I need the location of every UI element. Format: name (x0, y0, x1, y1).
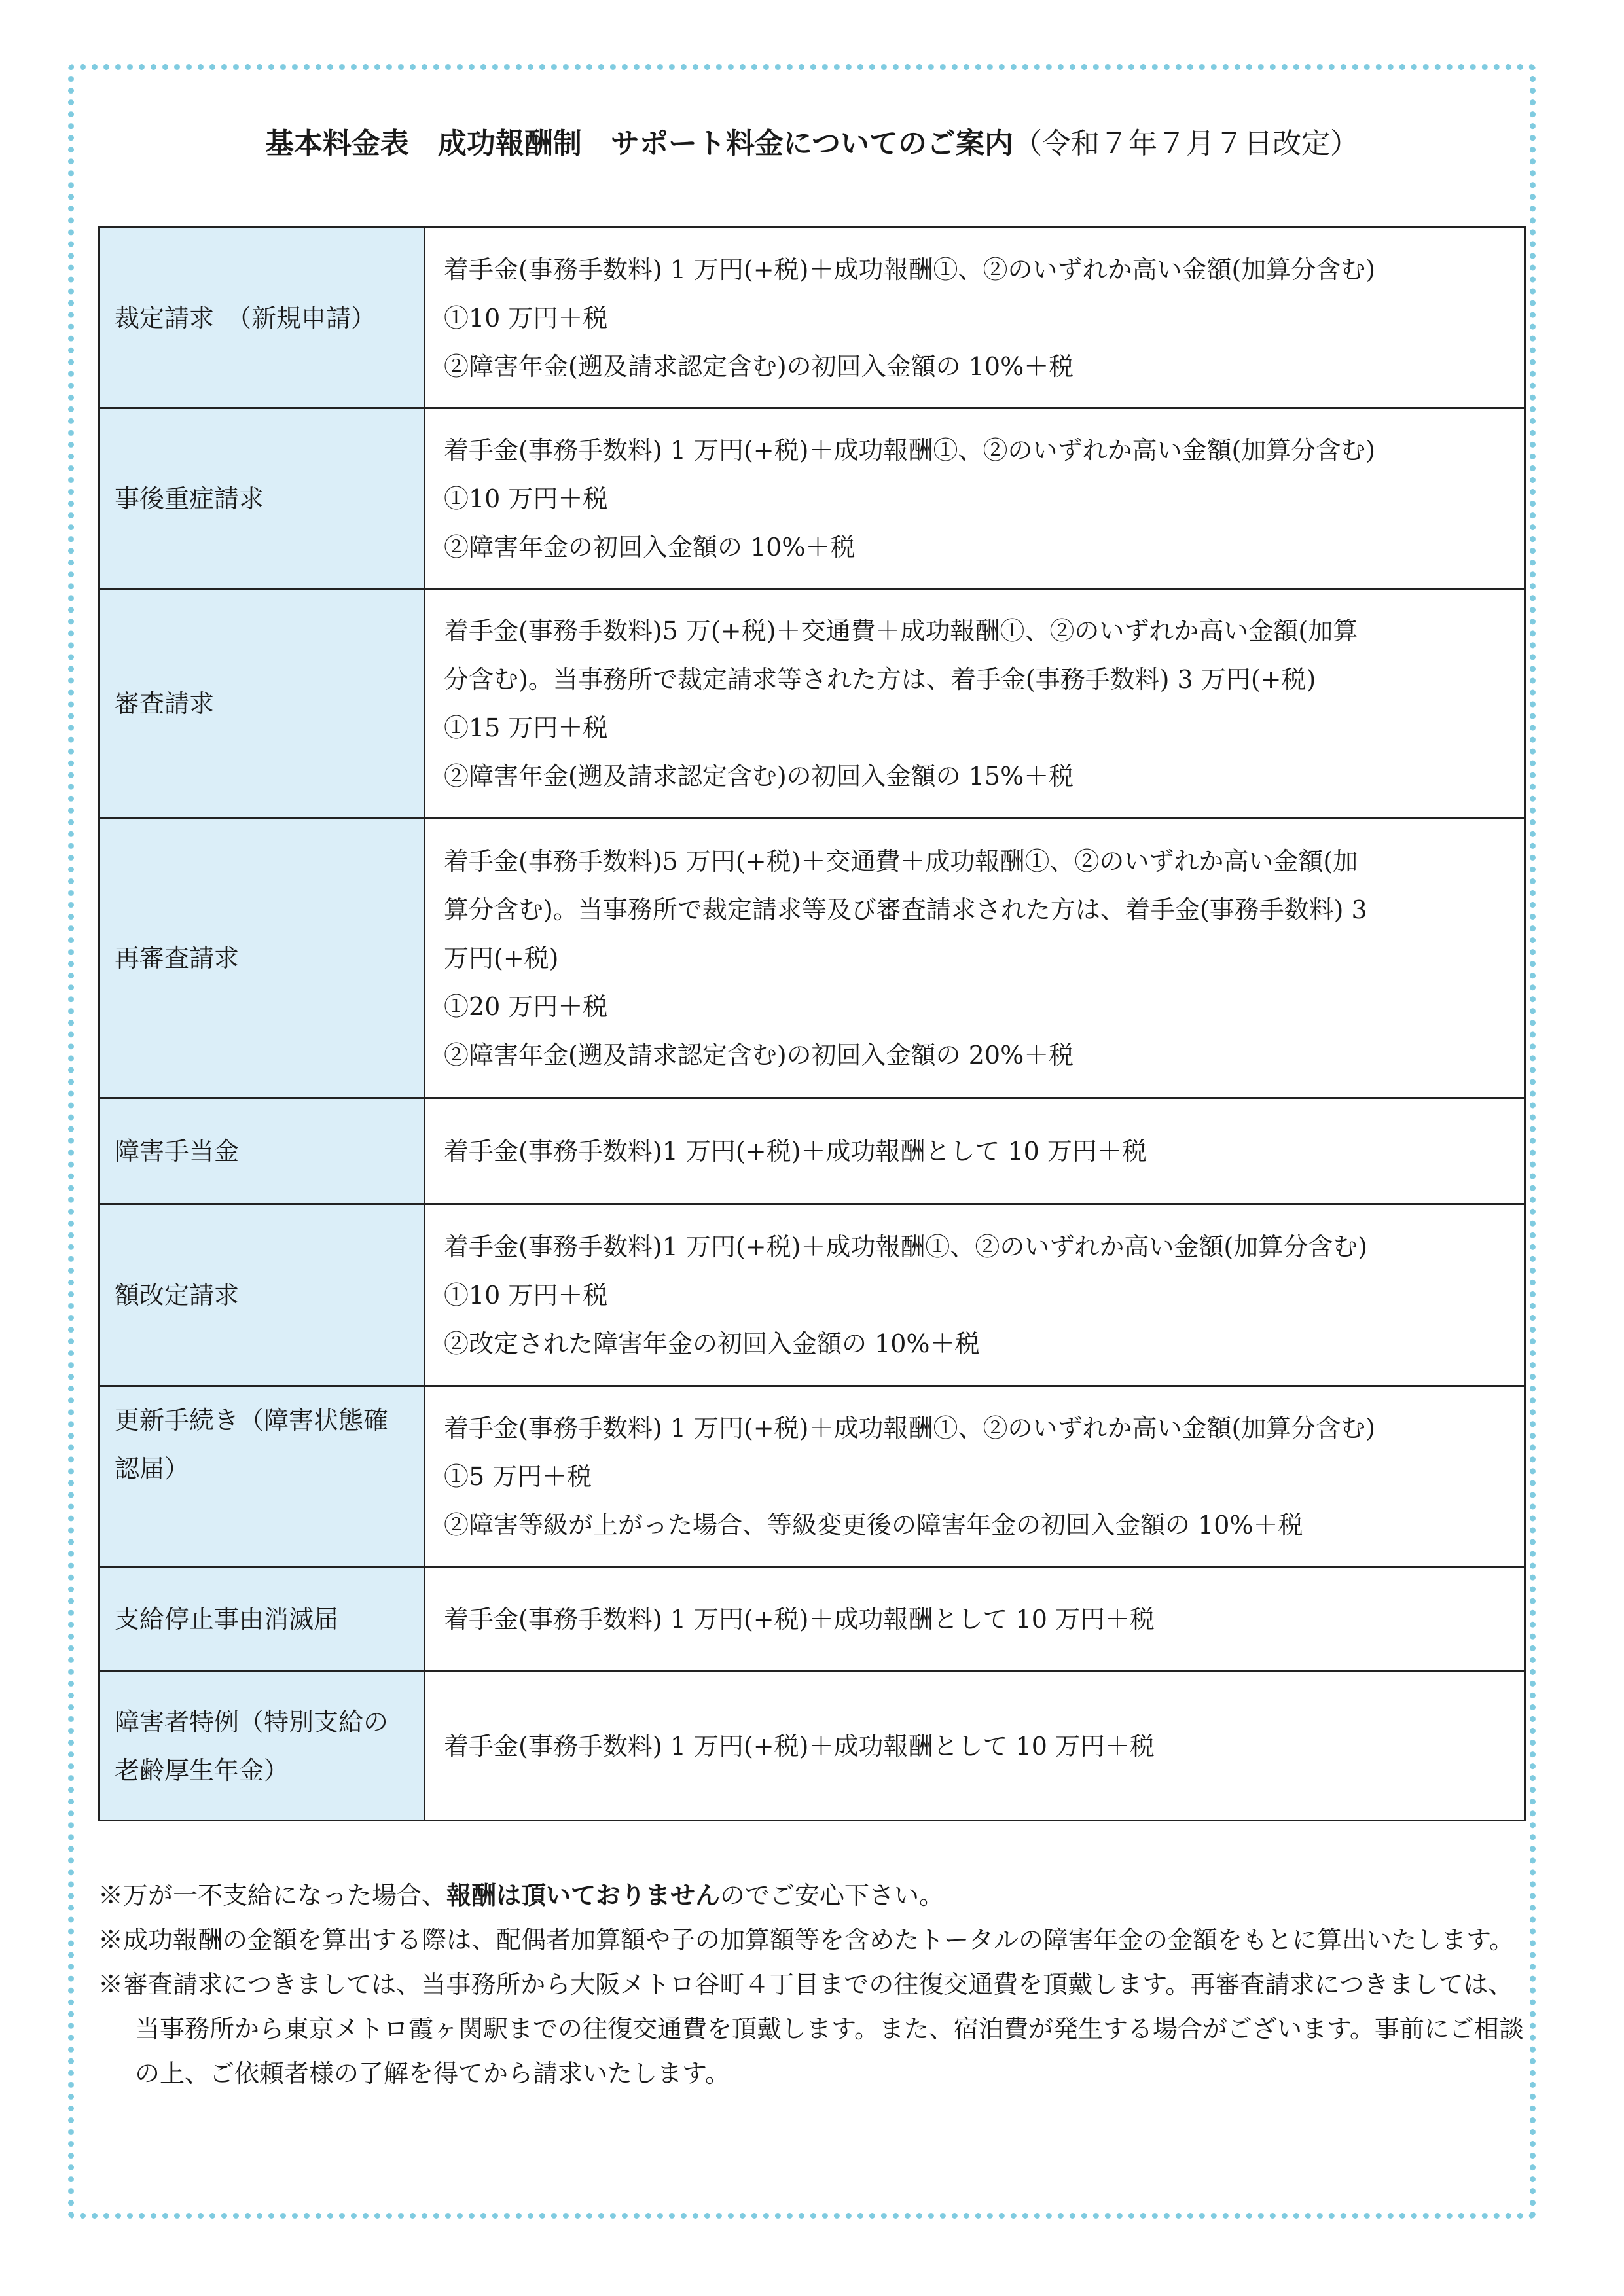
description-line: ①10 万円＋税 (444, 484, 608, 513)
page-title (79, 124, 1545, 164)
row-label: 障害手当金 (99, 1098, 425, 1204)
table-row (99, 589, 1525, 818)
table-row (99, 1204, 1525, 1386)
note-text: ※万が一不支給になった場合、 (98, 1881, 447, 1910)
description-line: ②障害年金(遡及請求認定含む)の初回入金額の 20%＋税 (444, 1040, 1074, 1069)
row-description (425, 1386, 1525, 1567)
row-description (425, 228, 1525, 408)
title-revision-date: （令和７年７月７日改定） (1013, 127, 1360, 160)
row-description (425, 1098, 1525, 1204)
table-row (99, 818, 1525, 1098)
description-line: ②改定された障害年金の初回入金額の 10%＋税 (444, 1329, 980, 1358)
description-line: 着手金(事務手数料) 1 万円(+税)＋成功報酬として 10 万円＋税 (444, 1604, 1155, 1634)
table-row (99, 1672, 1525, 1821)
table-row (99, 1386, 1525, 1567)
description-line: 着手金(事務手数料)1 万円(+税)＋成功報酬①、②のいずれか高い金額(加算分含む) (444, 1232, 1368, 1261)
table-row (99, 1098, 1525, 1204)
description-line: 着手金(事務手数料) 1 万円(+税)＋成功報酬として 10 万円＋税 (444, 1731, 1155, 1761)
row-label: 障害者特例（特別支給の老齢厚生年金） (99, 1672, 425, 1821)
note-travel-expenses: ※審査請求につきましては、当事務所から大阪メトロ谷町４丁目までの往復交通費を頂戴します。再審査請求につきましては、当事務所から東京メトロ霞ヶ関駅までの往復交通費を頂戴します。また、宿泊費が発生する場合がございます。事前にご相談の上、ご依頼者様の了解を得てから請求いたします。 (98, 1970, 1524, 2088)
note-calculation: ※成功報酬の金額を算出する際は、配偶者加算額や子の加算額等を含めたトータルの障害年金の金額をもとに算出いたします。 (98, 1926, 1514, 1954)
table-row (99, 408, 1525, 589)
description-line: ②障害等級が上がった場合、等級変更後の障害年金の初回入金額の 10%＋税 (444, 1510, 1303, 1539)
description-line: ②障害年金(遡及請求認定含む)の初回入金額の 10%＋税 (444, 351, 1074, 381)
description-line: 着手金(事務手数料)5 万(+税)＋交通費＋成功報酬①、②のいずれか高い金額(加算 (444, 616, 1358, 645)
title-main: 基本料金表 成功報酬制 サポート料金についてのご案内 (264, 127, 1014, 160)
row-description (425, 1204, 1525, 1386)
row-description (425, 589, 1525, 818)
description-line: ①10 万円＋税 (444, 303, 608, 332)
row-label: 再審査請求 (99, 818, 425, 1098)
notes-section (98, 1873, 1526, 2096)
row-label: 支給停止事由消滅届 (99, 1567, 425, 1672)
description-line: 着手金(事務手数料)1 万円(+税)＋成功報酬として 10 万円＋税 (444, 1136, 1147, 1166)
row-label: 審査請求 (99, 589, 425, 818)
row-label: 額改定請求 (99, 1204, 425, 1386)
table-row (99, 228, 1525, 408)
row-description (425, 1567, 1525, 1672)
description-line: ①5 万円＋税 (444, 1462, 592, 1491)
row-label: 裁定請求 （新規申請） (99, 228, 425, 408)
description-line: 着手金(事務手数料) 1 万円(+税)＋成功報酬①、②のいずれか高い金額(加算分含む) (444, 1413, 1376, 1443)
description-line: 算分含む)。当事務所で裁定請求等及び審査請求された方は、着手金(事務手数料) 3 (444, 895, 1367, 924)
table-row (99, 1567, 1525, 1672)
row-label: 事後重症請求 (99, 408, 425, 589)
row-description (425, 818, 1525, 1098)
description-line: 万円(+税) (444, 943, 559, 973)
description-line: 分含む)。当事務所で裁定請求等された方は、着手金(事務手数料) 3 万円(+税) (444, 664, 1316, 694)
description-line: 着手金(事務手数料) 1 万円(+税)＋成功報酬①、②のいずれか高い金額(加算分含む) (444, 435, 1376, 465)
note-emphasis: 報酬は頂いておりません (446, 1880, 721, 1910)
fee-table (98, 226, 1526, 1821)
row-description (425, 408, 1525, 589)
row-description (425, 1672, 1525, 1821)
row-label: 更新手続き（障害状態確認届） (99, 1386, 425, 1567)
description-line: ①15 万円＋税 (444, 713, 608, 742)
description-line: ②障害年金(遡及請求認定含む)の初回入金額の 15%＋税 (444, 761, 1074, 791)
description-line: ①20 万円＋税 (444, 992, 608, 1021)
note-no-payment (98, 1873, 1526, 1918)
description-line: ②障害年金の初回入金額の 10%＋税 (444, 532, 856, 562)
description-line: 着手金(事務手数料) 1 万円(+税)＋成功報酬①、②のいずれか高い金額(加算分含む) (444, 255, 1376, 284)
description-line: ①10 万円＋税 (444, 1280, 608, 1310)
description-line: 着手金(事務手数料)5 万円(+税)＋交通費＋成功報酬①、②のいずれか高い金額(加 (444, 846, 1358, 876)
note-text: のでご安心下さい。 (720, 1881, 945, 1910)
